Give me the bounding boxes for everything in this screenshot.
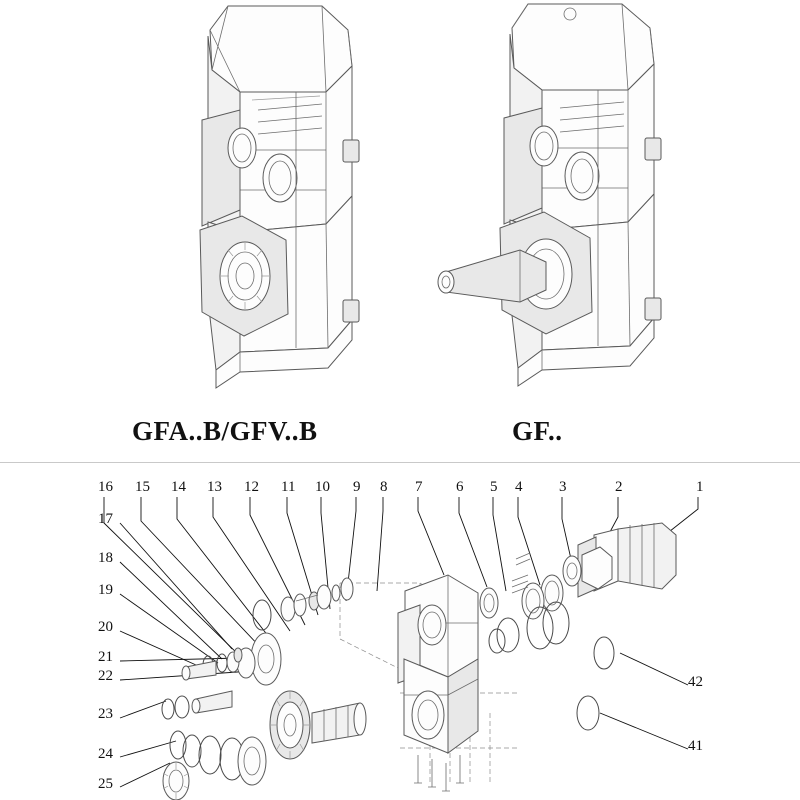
- callout-24: 24: [98, 746, 113, 762]
- callout-14: 14: [171, 479, 186, 495]
- callout-4: 4: [515, 479, 523, 495]
- callout-18: 18: [98, 550, 113, 566]
- callout-20: 20: [98, 619, 113, 635]
- callout-5: 5: [490, 479, 498, 495]
- callout-17: 17: [98, 511, 113, 527]
- gearbox-view-left: [90, 0, 390, 400]
- callout-12: 12: [244, 479, 259, 495]
- callout-25: 25: [98, 776, 113, 792]
- callout-10: 10: [315, 479, 330, 495]
- gearbox-isometric-with-shaft-icon: [400, 0, 720, 400]
- callout-19: 19: [98, 582, 113, 598]
- callout-21: 21: [98, 649, 113, 665]
- callout-3: 3: [559, 479, 567, 495]
- callout-2: 2: [615, 479, 623, 495]
- caption-right: GF..: [512, 416, 563, 446]
- callout-15: 15: [135, 479, 150, 495]
- callout-22: 22: [98, 668, 113, 684]
- callout-13: 13: [207, 479, 222, 495]
- callout-23: 23: [98, 706, 113, 722]
- exploded-view-section: [0, 463, 800, 800]
- callout-8: 8: [380, 479, 388, 495]
- callout-16: 16: [98, 479, 113, 495]
- callout-41: 41: [688, 738, 703, 754]
- callout-42: 42: [688, 674, 703, 690]
- gearbox-isometric-no-shaft-icon: [90, 0, 390, 400]
- callout-1: 1: [696, 479, 704, 495]
- callout-11: 11: [281, 479, 296, 495]
- gearbox-view-right: [400, 0, 720, 400]
- callout-6: 6: [456, 479, 464, 495]
- exploded-gearbox-assembly-icon: [0, 463, 800, 800]
- callout-9: 9: [353, 479, 361, 495]
- callout-7: 7: [415, 479, 423, 495]
- caption-left: GFA..B/GFV..B: [132, 416, 318, 446]
